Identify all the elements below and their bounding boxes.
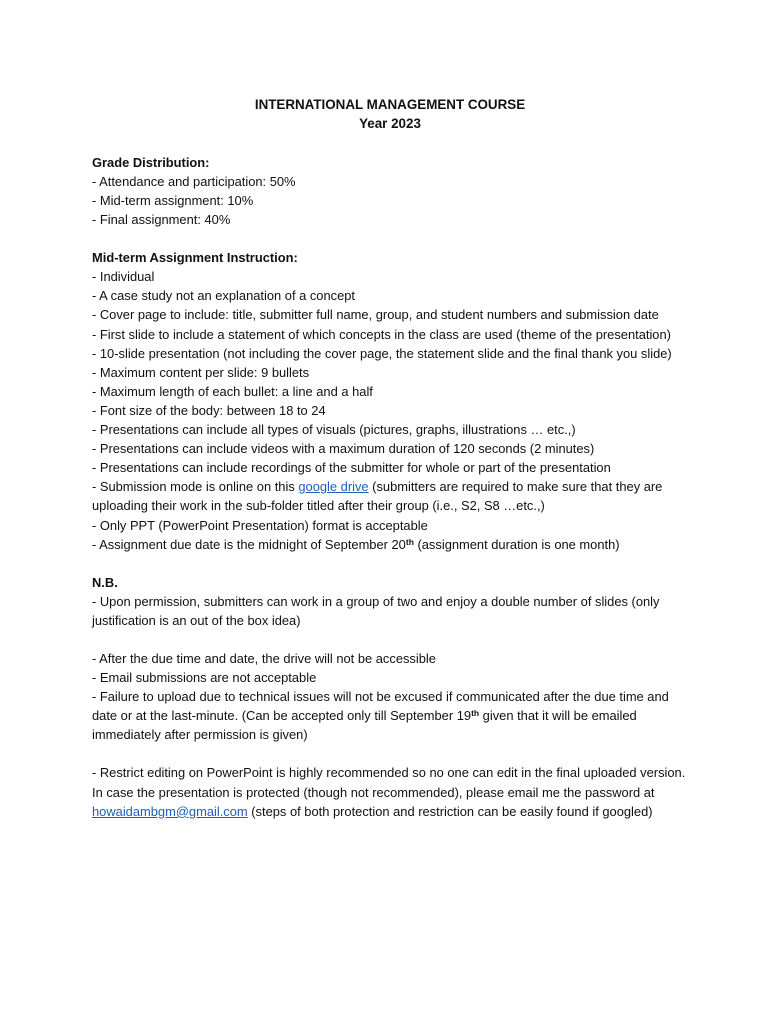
submission-text-cont: (submitters are required to make sure that they are uploading their work in the sub-folder titled after their group (i.e., S2, S8 …etc.,): [92, 479, 663, 514]
nb-heading: N.B.: [92, 574, 118, 590]
grade-item: - Mid-term assignment: 10%: [92, 193, 254, 208]
grade-heading: Grade Distribution:: [92, 154, 210, 170]
nb-restrict-item: [92, 763, 688, 820]
doc-year: Year 2023: [359, 116, 421, 132]
midterm-item: - Individual: [92, 269, 155, 285]
midterm-item: - Maximum length of each bullet: a line and a half: [92, 383, 373, 399]
grade-item: - Final assignment: 40%: [92, 212, 231, 228]
midterm-item: - First slide to include a statement of which concepts in the class are used (theme of the presentation): [92, 326, 671, 342]
midterm-item: - A case study not an explanation of a concept: [92, 288, 356, 304]
midterm-item: - Maximum content per slide: 9 bullets: [92, 364, 310, 380]
google-drive-link[interactable]: google drive: [298, 479, 369, 495]
midterm-heading: Mid-term Assignment Instruction:: [92, 250, 298, 266]
due-date-superscript: th: [405, 536, 414, 547]
ppt-format-item: - Only PPT (PowerPoint Presentation) format is acceptable: [92, 517, 428, 533]
doc-title: INTERNATIONAL MANAGEMENT COURSE: [254, 97, 526, 112]
restrict-text: - Restrict editing on PowerPoint is highly recommended so no one can edit in the final uploaded version. In case the presentation is protected (though not recommended), please email me the password at: [92, 765, 686, 800]
nb-failure-item: [92, 687, 688, 744]
due-date-item: [92, 535, 688, 554]
due-date-text-cont: (assignment duration is one month): [413, 536, 620, 552]
restrict-text-cont: (steps of both protection and restriction can be easily found if googled): [247, 803, 653, 819]
failure-superscript: th: [471, 708, 480, 719]
submission-mode-item: [92, 477, 688, 515]
midterm-item: - Font size of the body: between 18 to 24: [92, 402, 326, 418]
nb-email-item: - Email submissions are not acceptable: [92, 670, 317, 686]
midterm-item: - 10-slide presentation (not including the cover page, the statement slide and the final thank you slide): [92, 345, 672, 361]
due-date-text: - Assignment due date is the midnight of September 20: [92, 536, 406, 552]
midterm-item: - Presentations can include videos with a maximum duration of 120 seconds (2 minutes): [92, 441, 595, 457]
midterm-item: - Presentations can include all types of visuals (pictures, graphs, illustrations … etc.,): [92, 422, 576, 438]
midterm-item: - Presentations can include recordings of the submitter for whole or part of the presentation: [92, 460, 611, 476]
midterm-item: - Cover page to include: title, submitter full name, group, and student numbers and submission date: [92, 307, 659, 323]
grade-item: - Attendance and participation: 50%: [92, 173, 296, 189]
nb-group-item: - Upon permission, submitters can work in a group of two and enjoy a double number of slides (only justification is an out of the box idea): [92, 593, 660, 628]
email-link[interactable]: howaidambgm@gmail.com: [92, 803, 248, 819]
nb-drive-item: - After the due time and date, the drive will not be accessible: [92, 650, 436, 666]
failure-text: - Failure to upload due to technical issues will not be excused if communicated after the due time and date or at the last-minute. (Can be accepted only till September 19: [92, 689, 669, 724]
submission-text: - Submission mode is online on this: [92, 479, 299, 495]
failure-text-cont: given that it will be emailed immediately after permission is given): [92, 708, 637, 743]
